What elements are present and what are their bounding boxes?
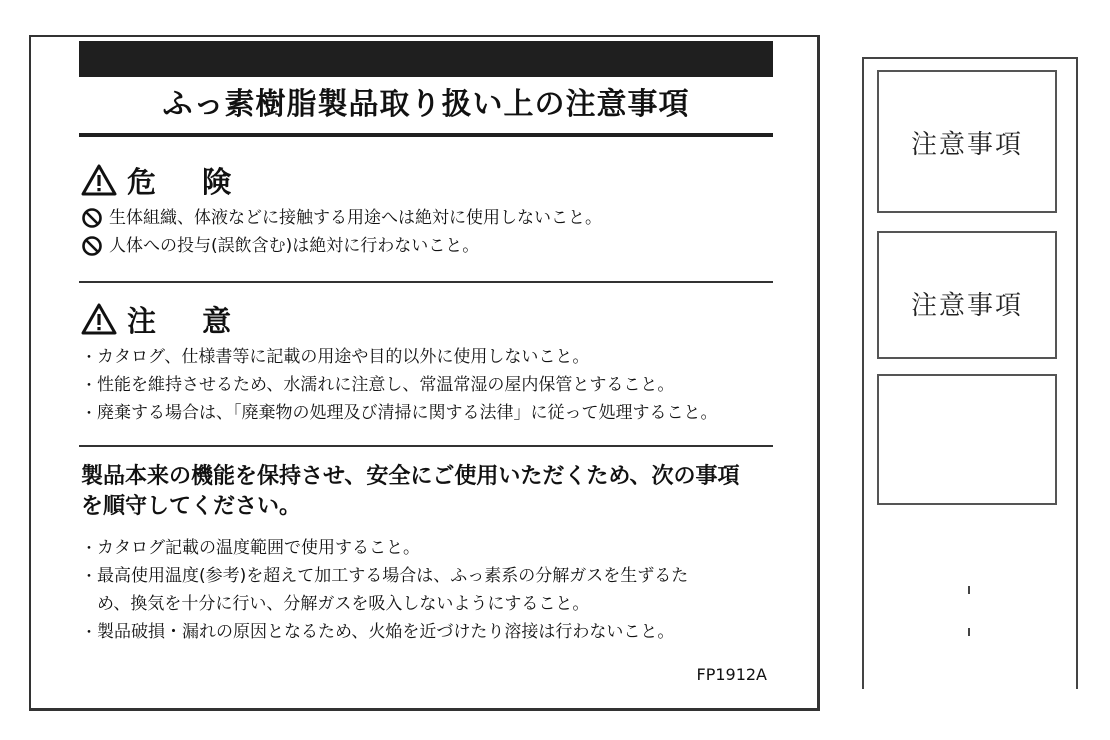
note-item-text: 製品破損・漏れの原因となるため、火焔を近づけたり溶接は行わないこと。: [97, 622, 675, 642]
intro-text: [81, 462, 781, 522]
danger-item-text: 人体への投与(誤飲含む)は絶対に行わないこと。: [109, 236, 480, 256]
product-code: FP1912A: [696, 665, 767, 684]
handwritten-text: 注意事項: [910, 291, 1023, 321]
bullet: ・: [81, 567, 97, 585]
list-item: [81, 232, 781, 260]
sketch-box-1: [877, 70, 1057, 213]
top-black-bar: [79, 41, 773, 77]
divider: [79, 281, 773, 283]
list-item: [81, 204, 781, 232]
danger-heading-text: 危 険: [127, 164, 250, 199]
danger-heading: [81, 160, 249, 200]
prohibition-icon: [81, 235, 103, 257]
warning-triangle-icon: [81, 303, 117, 335]
bullet: ・: [81, 376, 97, 394]
note-item-text: 最高使用温度(参考)を超えて加工する場合は、ふっ素系の分解ガスを生ずるた: [97, 566, 689, 586]
note-item-text: カタログ記載の温度範囲で使用すること。: [97, 538, 420, 558]
caution-heading: [81, 299, 249, 339]
bullet: ・: [81, 348, 97, 366]
notes-list: [81, 534, 781, 646]
intro-line: 製品本来の機能を保持させ、安全にご使用いただくため、次の事項: [81, 464, 740, 489]
divider: [79, 445, 773, 447]
warning-label: [29, 35, 820, 711]
intro-line: を順守してください。: [81, 494, 302, 519]
caution-item-text: カタログ、仕様書等に記載の用途や目的以外に使用しないこと。: [97, 347, 590, 367]
pencil-mark: [968, 586, 970, 594]
list-item: [81, 562, 781, 590]
danger-list: [81, 204, 781, 260]
bullet: ・: [81, 404, 97, 422]
sketch-box-2: [877, 231, 1057, 359]
title-underline: [79, 133, 773, 137]
handwritten-text: 注意事項: [910, 130, 1023, 160]
note-item-text: め、換気を十分に行い、分解ガスを吸入しないようにすること。: [97, 594, 590, 614]
list-item: [81, 534, 781, 562]
label-title: ふっ素樹脂製品取り扱い上の注意事項: [162, 87, 690, 122]
list-item-continuation: [81, 590, 781, 618]
bullet: ・: [81, 539, 97, 557]
caution-heading-text: 注 意: [127, 303, 250, 338]
warning-triangle-icon: [81, 164, 117, 196]
caution-list: [81, 343, 781, 427]
list-item: [81, 399, 781, 427]
danger-item-text: 生体組織、体液などに接触する用途へは絶対に使用しないこと。: [109, 208, 602, 228]
list-item: [81, 371, 781, 399]
prohibition-icon: [81, 207, 103, 229]
pencil-mark: [968, 628, 970, 636]
sketch-box-3: [877, 374, 1057, 505]
list-item: [81, 618, 781, 646]
caution-item-text: 性能を維持させるため、水濡れに注意し、常温常湿の屋内保管とすること。: [97, 375, 675, 395]
bullet: ・: [81, 623, 97, 641]
caution-item-text: 廃棄する場合は、「廃棄物の処理及び清掃に関する法律」に従って処理すること。: [97, 403, 718, 423]
list-item: [81, 343, 781, 371]
